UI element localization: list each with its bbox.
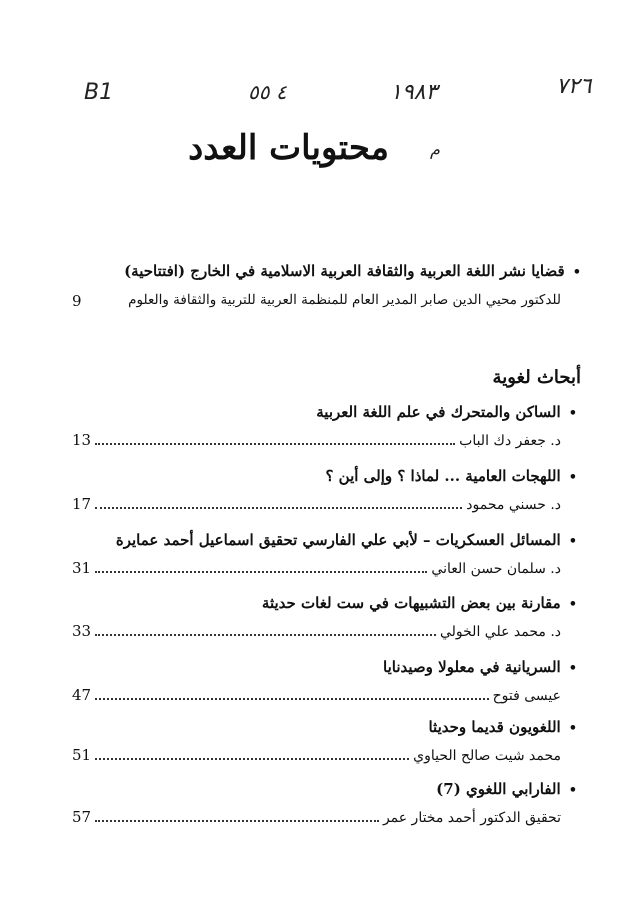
entry-title-text: الفارابي اللغوي (7) — [436, 780, 561, 798]
leader-dots — [95, 571, 427, 573]
bullet-icon: • — [568, 470, 577, 485]
entry-author: د. محمد علي الخولي — [439, 624, 561, 640]
entry-title — [383, 658, 577, 676]
entry-page-number: 47 — [72, 686, 92, 704]
entry-author: د. حسني محمود — [466, 497, 561, 513]
entry-author: محمد شيت صالح الحياوي — [413, 748, 561, 764]
entry-line — [72, 622, 561, 640]
entry-title-text: الساكن والمتحرك في علم اللغة العربية — [316, 403, 561, 421]
entry-title-text: اللهجات العامية ... لماذا ؟ وإلى أين ؟ — [325, 467, 561, 485]
leader-dots — [95, 507, 462, 509]
entry-line — [72, 686, 561, 704]
bullet-icon: • — [568, 406, 577, 421]
entry-line — [72, 431, 561, 449]
handwritten-issue: ٤ ٥٥ — [248, 80, 287, 104]
leader-dots — [95, 634, 436, 636]
section-heading: أبحاث لغوية — [492, 367, 581, 388]
entry-page-number: 17 — [72, 495, 92, 513]
bullet-icon: • — [568, 721, 577, 736]
intro-title — [61, 262, 581, 280]
handwritten-code: B1 — [84, 80, 114, 105]
entry-page-number: 57 — [72, 808, 92, 826]
bullet-icon: • — [568, 661, 577, 676]
intro-author: للدكتور محيي الدين صابر المدير العام للمنظمة العربية للتربية والثقافة والعلوم — [128, 292, 561, 308]
entry-page-number: 51 — [72, 746, 92, 764]
entry-author: تحقيق الدكتور أحمد مختار عمر — [382, 810, 561, 826]
entry-title — [436, 780, 577, 798]
entry-line — [72, 495, 561, 513]
entry-author: عيسى فتوح — [492, 688, 561, 704]
intro-page-number: 9 — [72, 292, 82, 310]
entry-title — [325, 467, 577, 485]
bullet-icon: • — [572, 265, 581, 280]
entry-line — [72, 746, 561, 764]
leader-dots — [95, 443, 455, 445]
entry-page-number: 33 — [72, 622, 92, 640]
intro-title-text: قضايا نشر اللغة العربية والثقافة العربية الاسلامية في الخارج (افتتاحية) — [124, 262, 565, 280]
entry-page-number: 31 — [72, 559, 92, 577]
bullet-icon: • — [568, 783, 577, 798]
entry-author: د. سلمان حسن العاني — [431, 561, 561, 577]
leader-dots — [95, 698, 489, 700]
entry-line — [72, 808, 561, 826]
bullet-icon: • — [568, 534, 577, 549]
entry-title — [116, 531, 577, 549]
entry-title-text: اللغويون قديما وحديثا — [428, 718, 561, 736]
leader-dots — [95, 758, 409, 760]
entry-title — [262, 594, 577, 612]
entry-title — [428, 718, 577, 736]
handwritten-year: ١٩٨٣ — [390, 80, 438, 105]
bullet-icon: • — [568, 597, 577, 612]
handwritten-mark: م — [430, 140, 440, 159]
entry-title-text: السريانية في معلولا وصيدنايا — [383, 658, 561, 676]
entry-page-number: 13 — [72, 431, 92, 449]
entry-author: د. جعفر دك الباب — [459, 433, 561, 449]
entry-line — [72, 559, 561, 577]
entry-title-text: مقارنة بين بعض التشبيهات في ست لغات حديثة — [261, 594, 561, 612]
entry-title — [316, 403, 577, 421]
handwritten-number: ٧٢٦ — [556, 74, 592, 99]
page-title: محتويات العدد — [188, 128, 389, 168]
entry-title-text: المسائل العسكريات – لأبي علي الفارسي تحقيق اسماعيل أحمد عمايرة — [115, 531, 561, 549]
leader-dots — [95, 820, 379, 822]
